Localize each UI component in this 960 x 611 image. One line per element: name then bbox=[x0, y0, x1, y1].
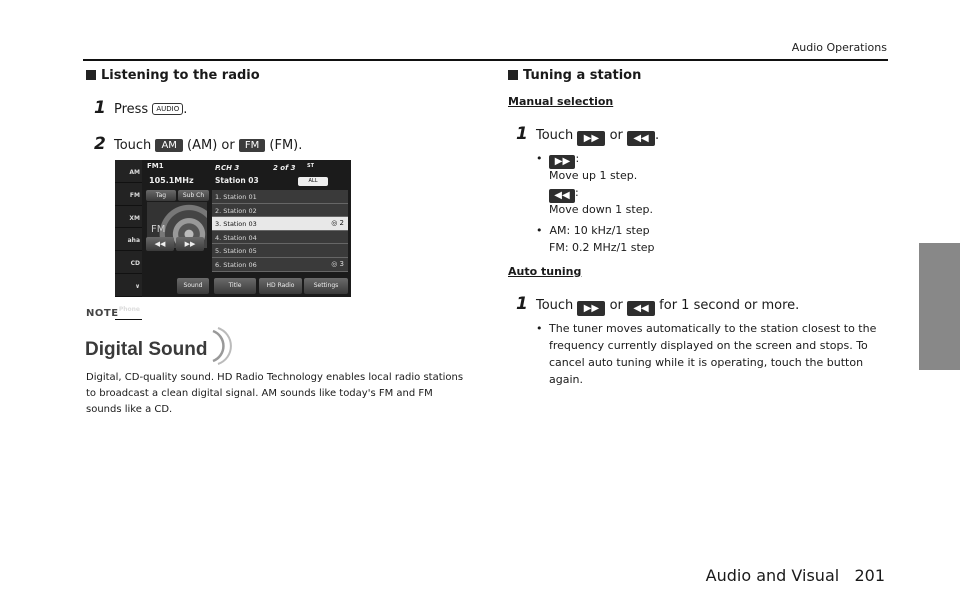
source-more: ∨ bbox=[115, 274, 142, 297]
source-am: AM bbox=[115, 160, 142, 183]
bullet-dot: • bbox=[536, 322, 543, 335]
page-number: 201 bbox=[854, 566, 885, 585]
seek-up-icon: ▶▶ bbox=[577, 301, 605, 316]
seek-down-icon: ◀◀ bbox=[549, 189, 575, 203]
title-button: Title bbox=[214, 278, 256, 294]
chapter-name: Audio and Visual bbox=[705, 566, 840, 585]
digital-sound-logo bbox=[85, 327, 235, 369]
logo-arc bbox=[213, 331, 223, 361]
note-text: Digital, CD-quality sound. HD Radio Technology enables local radio stations to broadcast a clean digital signal. AM sounds like today's FM and FM sounds like a CD. bbox=[86, 372, 464, 415]
step-touch-hold: 1 Touch ▶▶ or ◀◀ for 1 second or more. bbox=[516, 294, 800, 314]
am-key-icon: AM bbox=[155, 139, 182, 152]
manual-selection-label: Manual selection bbox=[508, 95, 614, 108]
preset-row: 1. Station 01 bbox=[212, 190, 348, 204]
sound-button: Sound bbox=[177, 278, 209, 294]
frequency-display: 105.1MHz bbox=[149, 176, 194, 185]
hd-radio-button: HD Radio bbox=[259, 278, 302, 294]
audio-key-icon: AUDIO bbox=[152, 103, 183, 115]
seek-down-icon: ◀◀ bbox=[627, 301, 655, 316]
sub-ch-button: Sub Ch bbox=[178, 190, 209, 201]
source-cd: CD bbox=[115, 251, 142, 274]
step-press-audio: 1 Press AUDIO . bbox=[94, 98, 188, 118]
auto-tuning-label: Auto tuning bbox=[508, 265, 582, 278]
seek-down-screen-button: ◀◀ bbox=[146, 237, 174, 251]
heading-tuning: Tuning a station bbox=[508, 68, 641, 83]
stereo-indicator: ST bbox=[307, 163, 315, 169]
fm-key-icon: FM bbox=[239, 139, 265, 152]
band-label: FM1 bbox=[147, 162, 164, 170]
source-sidebar bbox=[115, 160, 142, 313]
seek-down-icon: ◀◀ bbox=[627, 131, 655, 146]
preset-row-selected: 3. Station 03 ◎ 2 bbox=[212, 217, 348, 231]
source-fm: FM bbox=[115, 183, 142, 206]
preset-row: 6. Station 06 ◎ 3 bbox=[212, 258, 348, 272]
seek-up-desc: Move up 1 step. bbox=[549, 169, 638, 182]
source-aha: aha bbox=[115, 228, 142, 251]
auto-tuning-desc: The tuner moves automatically to the station closest to the frequency currently displayed on the screen and stops. To cancel auto tuning while it is operating, touch the button again. bbox=[549, 322, 877, 386]
square-bullet-icon bbox=[86, 70, 96, 80]
source-phone: Phone bbox=[115, 297, 142, 320]
seek-up-screen-button: ▶▶ bbox=[176, 237, 204, 251]
settings-button: Settings bbox=[304, 278, 348, 294]
chapter-side-tab bbox=[919, 243, 960, 370]
heading-listening: Listening to the radio bbox=[86, 68, 260, 83]
section-header-title: Audio Operations bbox=[791, 41, 887, 54]
station-name: Station 03 bbox=[215, 176, 259, 185]
digital-sound-logo-graphic bbox=[85, 327, 235, 365]
preset-row: 4. Station 04 bbox=[212, 231, 348, 245]
square-bullet-icon bbox=[508, 70, 518, 80]
bullet-seek-up: • ▶▶ : bbox=[536, 152, 580, 167]
preset-row: 2. Station 02 bbox=[212, 204, 348, 218]
fm-art-label: FM bbox=[151, 224, 166, 235]
page-indicator: 2 of 3 bbox=[273, 164, 296, 172]
preset-row: 5. Station 05 bbox=[212, 244, 348, 258]
step-touch-band: 2 Touch AM (AM) or FM (FM). bbox=[94, 134, 303, 154]
all-button: ALL bbox=[298, 177, 328, 186]
fm-step-size: FM: 0.2 MHz/1 step bbox=[549, 241, 655, 254]
seek-down-desc: Move down 1 step. bbox=[549, 203, 653, 216]
logo-text: Digital Sound bbox=[85, 339, 208, 360]
page-footer bbox=[706, 566, 885, 585]
source-xm: XM bbox=[115, 206, 142, 229]
seek-up-icon: ▶▶ bbox=[549, 155, 575, 169]
note-label: NOTE bbox=[86, 308, 119, 319]
radio-screen-illustration bbox=[115, 160, 351, 313]
tag-button: Tag bbox=[146, 190, 176, 201]
preset-list bbox=[212, 190, 348, 272]
preset-channel: P.CH 3 bbox=[215, 164, 240, 172]
bullet-seek-down: ◀◀ : bbox=[549, 184, 579, 203]
bullet-step-size: • AM: 10 kHz/1 step bbox=[536, 224, 650, 237]
seek-up-icon: ▶▶ bbox=[577, 131, 605, 146]
step-touch-seek: 1 Touch ▶▶ or ◀◀ . bbox=[516, 124, 660, 144]
header-rule bbox=[83, 59, 888, 61]
